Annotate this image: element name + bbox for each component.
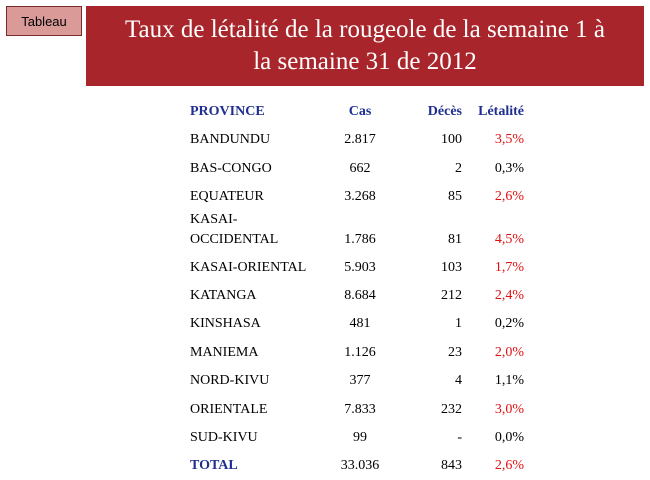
cell-letalite: 3,0% bbox=[494, 401, 524, 417]
total-cas: 33.036 bbox=[340, 458, 380, 474]
table-row bbox=[190, 394, 540, 422]
table-row bbox=[190, 153, 540, 181]
cell-deces: 81 bbox=[448, 231, 462, 247]
cell-province: KINSHASA bbox=[190, 316, 261, 332]
cell-letalite: 1,7% bbox=[494, 259, 524, 275]
header-letalite: Létalité bbox=[478, 104, 524, 119]
cell-letalite: 2,0% bbox=[494, 344, 524, 360]
header-province: PROVINCE bbox=[190, 104, 265, 119]
cell-cas: 1.126 bbox=[344, 344, 376, 360]
table-row bbox=[190, 365, 540, 393]
cell-letalite: 1,1% bbox=[494, 373, 524, 389]
cell-cas: 3.268 bbox=[344, 189, 376, 205]
title-line-2: la semaine 31 de 2012 bbox=[253, 48, 477, 75]
cell-province: ORIENTALE bbox=[190, 401, 268, 417]
cell-cas: 5.903 bbox=[344, 259, 376, 275]
cell-province: SUD-KIVU bbox=[190, 429, 258, 445]
table-row bbox=[190, 337, 540, 365]
cell-deces: 2 bbox=[455, 160, 462, 176]
cell-cas: 662 bbox=[349, 160, 371, 176]
cell-deces: 23 bbox=[448, 344, 462, 360]
cell-letalite: 3,5% bbox=[494, 132, 524, 148]
cell-deces: 4 bbox=[455, 373, 462, 389]
total-deces: 843 bbox=[441, 458, 462, 474]
table-row bbox=[190, 124, 540, 152]
cell-province: EQUATEUR bbox=[190, 189, 264, 205]
cell-cas: 99 bbox=[353, 429, 367, 445]
cell-cas: 8.684 bbox=[344, 287, 376, 303]
cell-deces: 85 bbox=[448, 189, 462, 205]
total-letalite: 2,6% bbox=[494, 458, 524, 474]
cell-province: KASAI- OCCIDENTAL bbox=[190, 211, 279, 247]
cell-deces: - bbox=[457, 429, 462, 445]
cell-cas: 481 bbox=[349, 316, 371, 332]
cell-deces: 212 bbox=[441, 287, 462, 303]
title-line-1: Taux de létalité de la rougeole de la semaine 1 à bbox=[125, 16, 605, 43]
cell-letalite: 0,0% bbox=[494, 429, 524, 445]
lethality-table bbox=[190, 96, 540, 479]
cell-province: NORD-KIVU bbox=[190, 373, 270, 389]
cell-cas: 1.786 bbox=[344, 231, 376, 247]
table-row bbox=[190, 280, 540, 308]
table-row bbox=[190, 422, 540, 450]
cell-province: BAS-CONGO bbox=[190, 160, 272, 176]
cell-deces: 103 bbox=[441, 259, 462, 275]
cell-deces: 232 bbox=[441, 401, 462, 417]
cell-cas: 377 bbox=[349, 373, 371, 389]
table-row bbox=[190, 308, 540, 336]
header-cas: Cas bbox=[348, 104, 372, 119]
header-deces: Décès bbox=[427, 104, 462, 119]
cell-deces: 100 bbox=[441, 132, 462, 148]
title-banner bbox=[86, 6, 644, 86]
cell-province: KATANGA bbox=[190, 287, 257, 303]
table-row bbox=[190, 181, 540, 209]
cell-province: MANIEMA bbox=[190, 344, 259, 360]
cell-province: BANDUNDU bbox=[190, 132, 271, 148]
cell-cas: 2.817 bbox=[344, 132, 376, 148]
table-row bbox=[190, 252, 540, 280]
table-header-row bbox=[190, 96, 540, 124]
tableau-tag-label: Tableau bbox=[21, 13, 67, 29]
page-title bbox=[86, 14, 644, 78]
cell-letalite: 2,6% bbox=[494, 189, 524, 205]
cell-letalite: 2,4% bbox=[494, 287, 524, 303]
cell-letalite: 0,2% bbox=[494, 316, 524, 332]
table-row bbox=[190, 210, 540, 252]
total-province: TOTAL bbox=[190, 458, 238, 474]
tableau-tag bbox=[6, 6, 82, 36]
cell-deces: 1 bbox=[455, 316, 462, 332]
cell-cas: 7.833 bbox=[344, 401, 376, 417]
cell-letalite: 4,5% bbox=[494, 231, 524, 247]
cell-province: KASAI-ORIENTAL bbox=[190, 259, 307, 275]
cell-letalite: 0,3% bbox=[494, 160, 524, 176]
table-total-row bbox=[190, 450, 540, 478]
